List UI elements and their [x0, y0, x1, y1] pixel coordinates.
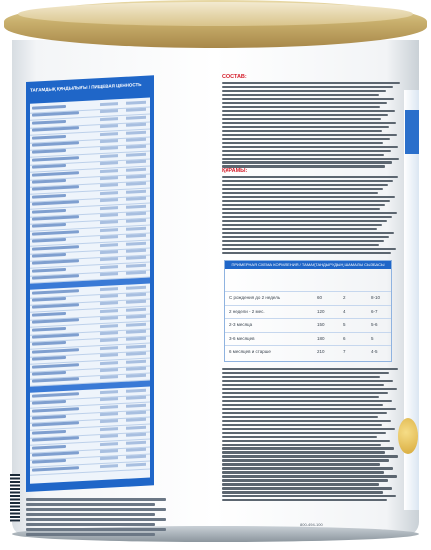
- text-line: [222, 232, 394, 234]
- text-line: [222, 459, 389, 461]
- feeding-table-row: [225, 332, 391, 346]
- feeding-table-row: [225, 345, 391, 359]
- composition-heading: СОСТАВ:: [222, 74, 247, 80]
- text-line: [222, 122, 396, 124]
- text-line: [222, 416, 378, 418]
- text-line: [222, 142, 383, 144]
- feeding-cell-water: 60: [317, 295, 323, 300]
- feeding-table-row: [225, 291, 391, 305]
- text-line: [222, 380, 393, 382]
- feeding-cell-scoops: 4: [343, 308, 346, 314]
- feeding-cell-age: 2-3 месяца: [229, 322, 253, 327]
- text-line: [222, 499, 387, 501]
- composition-text: [222, 74, 400, 169]
- text-line: [222, 228, 377, 230]
- text-line: [222, 180, 393, 182]
- feeding-cell-feeds: 6-7: [371, 308, 378, 314]
- text-line: [222, 184, 388, 186]
- text-line: [222, 424, 382, 426]
- text-line: [222, 106, 380, 108]
- text-line: [222, 161, 392, 163]
- text-line: [222, 118, 381, 120]
- text-line: [222, 451, 385, 453]
- feeding-cell-water: 150: [317, 322, 325, 327]
- text-line: [222, 376, 380, 378]
- text-line: [222, 404, 383, 406]
- text-line: [26, 528, 166, 531]
- feeding-cell-water: 210: [317, 349, 325, 354]
- text-line: [222, 134, 397, 136]
- text-line: [222, 154, 384, 156]
- text-line: [222, 98, 394, 100]
- text-line: [222, 212, 397, 214]
- text-line: [222, 412, 387, 414]
- nutrition-table: [30, 98, 150, 484]
- feeding-cell-feeds: 5: [371, 335, 374, 341]
- footer-reference: 800-494-100: [300, 522, 323, 527]
- text-line: [222, 440, 390, 442]
- feeding-table-row: [225, 305, 391, 319]
- text-line: [26, 518, 166, 521]
- text-line: [222, 216, 392, 218]
- text-line: [222, 400, 392, 402]
- text-line: [222, 463, 380, 465]
- gold-badge: [398, 418, 418, 454]
- feeding-cell-scoops: 5: [343, 322, 346, 327]
- text-line: [222, 388, 397, 390]
- text-line: [222, 224, 382, 226]
- text-line: [222, 130, 382, 132]
- front-label-blue-band: [405, 110, 419, 154]
- text-line: [222, 204, 385, 206]
- text-line: [26, 533, 155, 536]
- text-line: [222, 467, 393, 469]
- text-line: [222, 495, 396, 497]
- text-line: [222, 102, 387, 104]
- feeding-cell-scoops: 2: [343, 295, 346, 300]
- text-line: [222, 150, 391, 152]
- text-line: [222, 483, 379, 485]
- composition-text-kz: [222, 168, 400, 255]
- nutrition-title: ТАҒАМДЫҚ ҚҰНДЫЛЫҒЫ / ПИЩЕВАЯ ЦЕННОСТЬ: [30, 81, 142, 93]
- text-line: [222, 447, 394, 449]
- text-line: [222, 126, 389, 128]
- text-line: [222, 188, 383, 190]
- text-line: [222, 384, 384, 386]
- text-line: [222, 114, 388, 116]
- nutrition-panel: [26, 75, 154, 492]
- text-line: [222, 208, 380, 210]
- text-line: [26, 498, 166, 501]
- text-line: [222, 491, 383, 493]
- text-line: [222, 487, 392, 489]
- text-line: [222, 90, 386, 92]
- text-line: [222, 432, 386, 434]
- text-line: [222, 196, 395, 198]
- text-line: [222, 471, 384, 473]
- feeding-cell-feeds: 5-6: [371, 322, 378, 327]
- feeding-cell-age: С рождения до 2 недель: [229, 295, 281, 300]
- feeding-cell-age: 2 недели - 2 мес.: [229, 308, 265, 314]
- text-line: [222, 236, 389, 238]
- text-line: [222, 158, 399, 160]
- feeding-cell-water: 120: [317, 308, 325, 314]
- text-line: [222, 372, 389, 374]
- feeding-table-title: ПРИМЕРНАЯ СХЕМА КОРМЛЕНИЯ / ТАМАҚТАНДЫРУДЫҢ ШАМАЛЫ СЫЗБАСЫ: [225, 261, 391, 269]
- feeding-table-row: [225, 318, 391, 332]
- text-line: [26, 503, 155, 506]
- text-line: [222, 444, 381, 446]
- text-line: [26, 523, 155, 526]
- text-line: [222, 420, 391, 422]
- barcode: [10, 474, 20, 522]
- text-line: [222, 475, 397, 477]
- text-line: [26, 508, 166, 511]
- text-line: [222, 240, 384, 242]
- composition-heading-kz: ҚҰРАМЫ:: [222, 168, 248, 174]
- feeding-cell-age: 6 месяцев и старше: [229, 349, 271, 354]
- text-line: [222, 455, 398, 457]
- feeding-cell-water: 180: [317, 335, 325, 341]
- can-lid-top: [18, 2, 413, 26]
- text-line: [222, 200, 390, 202]
- text-line: [222, 479, 388, 481]
- text-line: [222, 396, 379, 398]
- text-line: [222, 82, 400, 84]
- text-line: [222, 252, 391, 254]
- feeding-table: [224, 260, 392, 362]
- text-line: [26, 513, 155, 516]
- storage-text: [222, 366, 400, 503]
- text-line: [222, 428, 395, 430]
- text-line: [222, 110, 395, 112]
- feeding-cell-scoops: 6: [343, 335, 346, 341]
- text-line: [222, 220, 387, 222]
- text-line: [222, 248, 396, 250]
- text-line: [222, 436, 377, 438]
- text-line: [222, 176, 398, 178]
- text-line: [222, 408, 396, 410]
- text-line: [222, 138, 390, 140]
- text-line: [222, 86, 393, 88]
- feeding-cell-feeds: 8-10: [371, 295, 381, 300]
- text-line: [222, 192, 378, 194]
- text-line: [222, 392, 388, 394]
- feeding-cell-scoops: 7: [343, 349, 346, 354]
- text-line: [222, 94, 379, 96]
- feeding-cell-age: 3-6 месяцев: [229, 335, 255, 341]
- ingredient-text-block: [26, 498, 166, 538]
- feeding-cell-feeds: 4-5: [371, 349, 378, 354]
- text-line: [222, 146, 398, 148]
- text-line: [222, 244, 379, 246]
- text-line: [222, 368, 398, 370]
